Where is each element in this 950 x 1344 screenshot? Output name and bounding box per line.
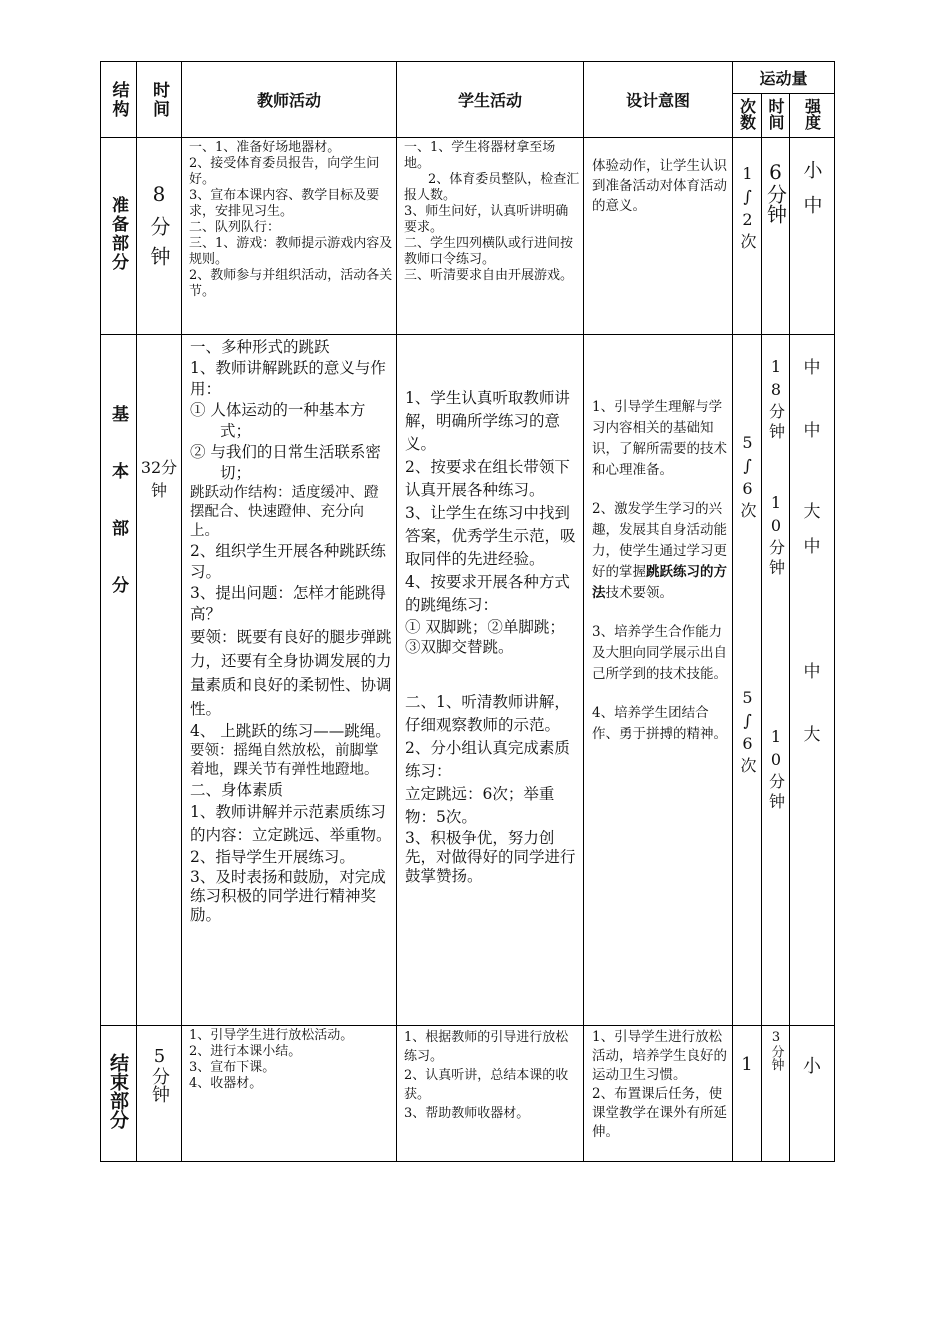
prep-teacher-activity: 一、1、准备好场地器材。 2、接受体育委员报告，向学生问好。 3、宣布本课内容、教学目标及要求，安排见习生。 二、队列队行： 三、1、游戏：教师提示游戏内容及规则。 2、教师参与并组织活动，活动各关节。 xyxy=(182,138,397,335)
end-student-activity: 1、根据教师的引导进行放松练习。 2、认真听讲，总结本课的收获。 3、帮助教师收器材。 xyxy=(397,1026,584,1162)
header-student-activity: 学生活动 xyxy=(397,62,584,138)
header-time: 时间 xyxy=(137,62,182,138)
header-teacher-activity: 教师活动 xyxy=(182,62,397,138)
end-duration: 3分钟 xyxy=(762,1026,790,1162)
end-section: 结束部分 xyxy=(101,1026,137,1162)
header-duration: 时间 xyxy=(762,94,790,138)
header-intensity: 强度 xyxy=(790,94,835,138)
prep-duration: 6分钟 xyxy=(762,138,790,335)
end-design-intent: 1、引导学生进行放松活动，培养学生良好的运动卫生习惯。 2、布置课后任务，使课堂教学在课外有所延伸。 xyxy=(584,1026,733,1162)
header-design-intent: 设计意图 xyxy=(584,62,733,138)
end-teacher-activity: 1、引导学生进行放松活动。 2、进行本课小结。 3、宣布下课。 4、收器材。 xyxy=(182,1026,397,1162)
main-section: 基本部分 xyxy=(101,335,137,1026)
header-count: 次数 xyxy=(733,94,762,138)
prep-student-activity: 一、1、学生将器材拿至场地。 2、体育委员整队，检查汇报人数。 3、师生问好，认真听讲明确要求。 二、学生四列横队或行进间按教师口令练习。 三、听清要求自由开展游戏。 xyxy=(397,138,584,335)
main-time: 32分钟 xyxy=(137,335,182,1026)
lesson-plan-table xyxy=(100,61,835,1162)
end-row xyxy=(101,1026,835,1162)
prep-time: 8分钟 xyxy=(137,138,182,335)
main-teacher-activity: 一、多种形式的跳跃 1、教师讲解跳跃的意义与作用： ① 人体运动的一种基本方式； ② 与我们的日常生活联系密切； 跳跃动作结构：适度缓冲、蹬摆配合、快速蹬伸、充分向上。 2、组织学生开展各种跳跃练习。 3、提出问题：怎样才能跳得高？ 要领：既要有良好的腿步弹跳力，还要有全身协调发展的力量素质和良好的柔韧性、协调性。 4、 上跳跃的练习——跳绳。 要领：摇绳自然放松，前脚掌着地，踝关节有弹性地蹬地。 二、身体素质 1、教师讲解并示范素质练习的内容：立定跳远、举重物。 2、指导学生开展练习。 3、及时表扬和鼓励，对完成练习积极的同学进行精神奖励。 xyxy=(182,335,397,1026)
main-student-activity: 1、学生认真听取教师讲解，明确所学练习的意义。 2、按要求在组长带领下认真开展各种练习。 3、让学生在练习中找到答案，优秀学生示范，吸取同伴的先进经验。 4、按要求开展各种方式的跳绳练习： ① 双脚跳；②单脚跳；③双脚交替跳。 二、1、听清教师讲解，仔细观察教师的示范。 2、分小组认真完成素质练习： 立定跳远：6次；举重物：5次。 3、积极争优，努力创先，对做得好的同学进行鼓掌赞扬。 xyxy=(397,335,584,1026)
main-duration: 18分钟 10分钟 10分钟 xyxy=(762,335,790,1026)
header-exercise-load: 运动量 xyxy=(733,62,835,94)
prep-section: 准备部分 xyxy=(101,138,137,335)
emphasis-jump-method: 跳跃练习的方法 xyxy=(592,564,727,601)
main-intensity: 中 中 大 中 中 大 xyxy=(790,335,835,1026)
prep-intensity: 小中 xyxy=(790,138,835,335)
end-count: 1 xyxy=(733,1026,762,1162)
prep-count: 1∫2次 xyxy=(733,138,762,335)
main-row xyxy=(101,335,835,1026)
end-time: 5分钟 xyxy=(137,1026,182,1162)
prep-design-intent: 体验动作，让学生认识到准备活动对体育活动的意义。 xyxy=(584,138,733,335)
main-count: 5∫6次 5∫6次 xyxy=(733,335,762,1026)
header-structure: 结构 xyxy=(101,62,137,138)
main-design-intent: 1、引导学生理解与学习内容相关的基础知识，了解所需要的技术和心理准备。 2、激发学生学习的兴趣，发展其自身活动能力，使学生通过学习更好的掌握跳跃练习的方法技术要领。 3、培养学生合作能力及大胆向同学展示出自己所学到的技术技能。 4、培养学生团结合作、勇于拼搏的精神。 xyxy=(584,335,733,1026)
prep-row xyxy=(101,138,835,335)
end-intensity: 小 xyxy=(790,1026,835,1162)
